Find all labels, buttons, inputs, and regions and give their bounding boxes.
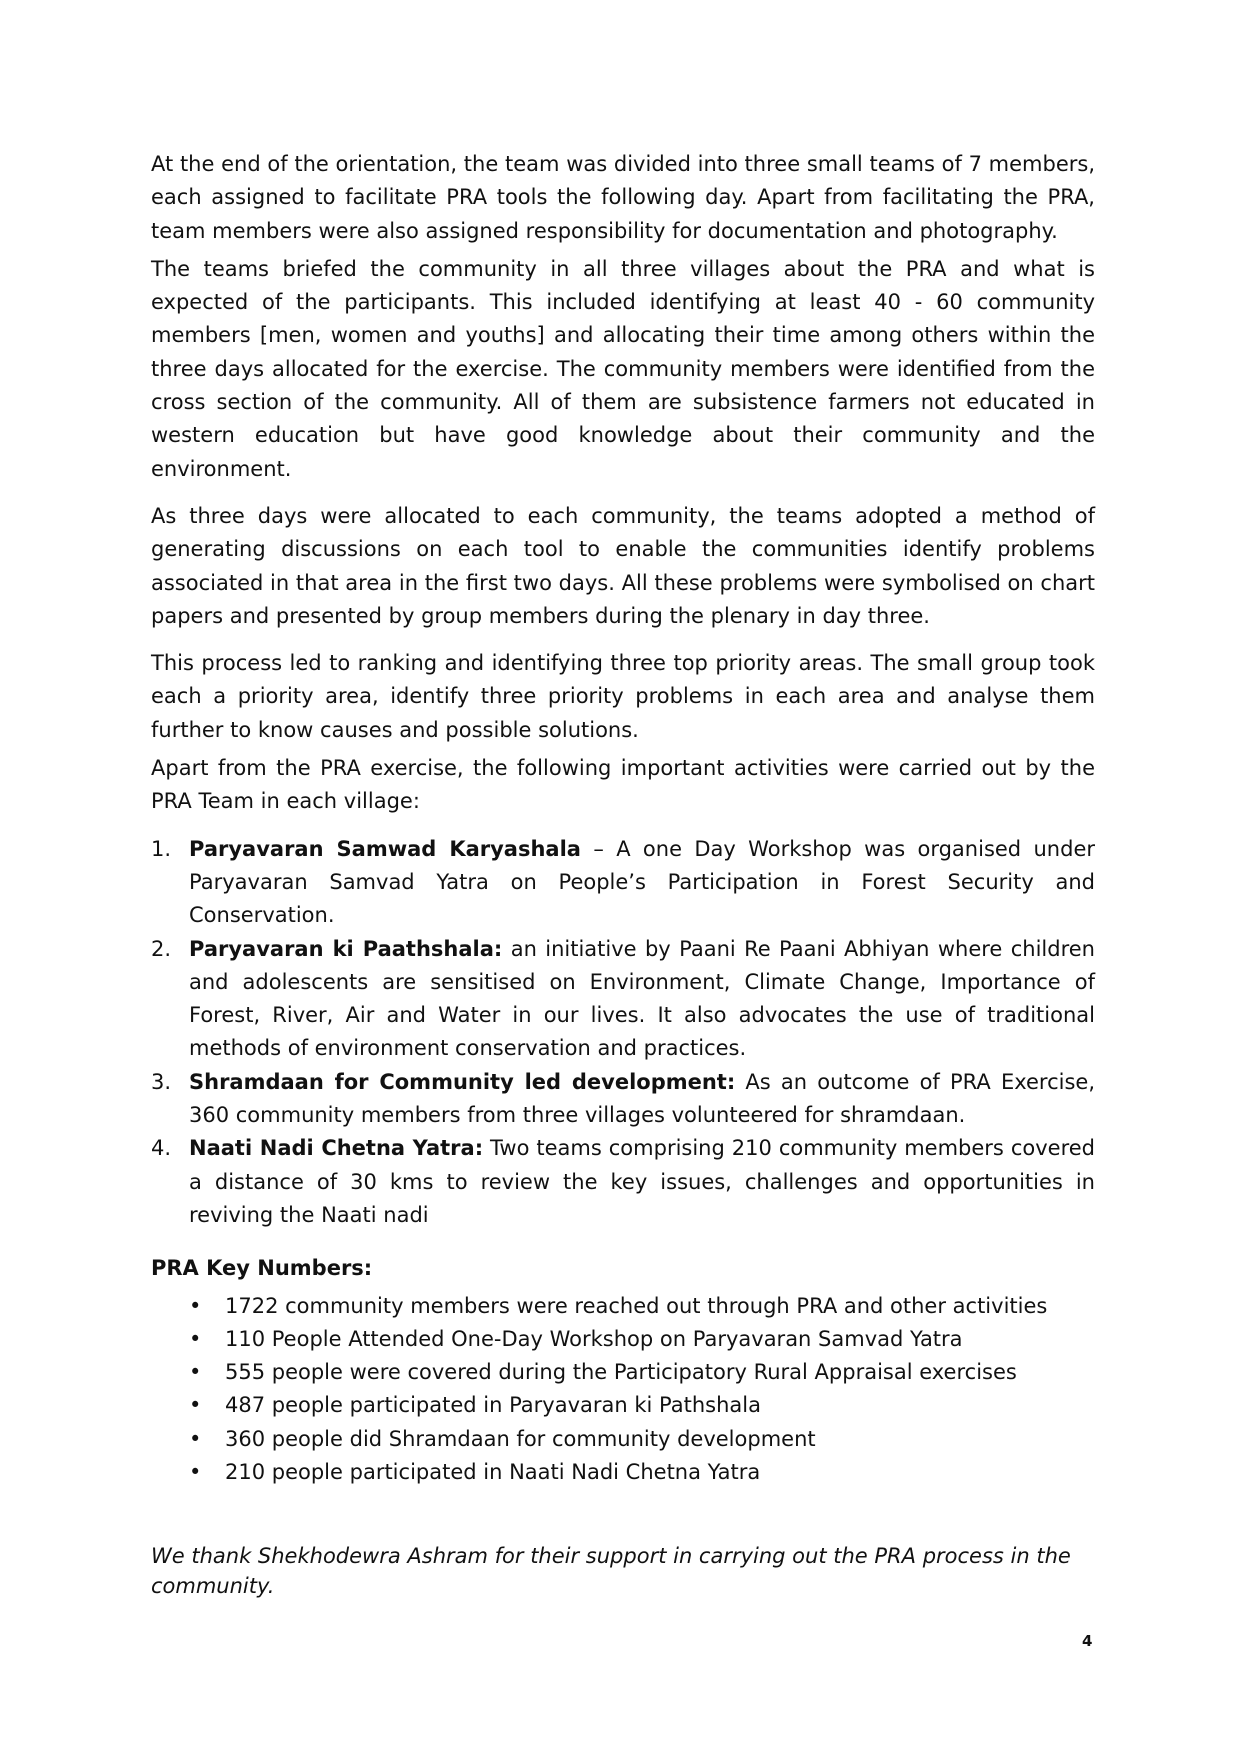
key-number-text: 487 people participated in Paryavaran ki Pathshala [225, 1393, 762, 1418]
activity-text: As an outcome of PRA Exercise, 360 community members from three villages volunteered for shramdaan. [189, 1069, 1095, 1128]
key-number-item [151, 1456, 1095, 1489]
key-number-item [151, 1389, 1095, 1422]
activity-title: Paryavaran Samwad Karyashala [189, 836, 581, 861]
paragraph-briefing: The teams briefed the community in all three villages about the PRA and what is expected of the participants. This included identifying at least 40 - 60 community members [men, women and youths] and allocating their time among others within the three days allocated for the exercise. The community members were identified from the cross section of the community. All of them are subsistence farmers not educated in western education but have good knowledge about their community and the environment. [151, 256, 1095, 481]
key-number-item [151, 1323, 1095, 1356]
key-number-item [151, 1290, 1095, 1323]
bullet-icon: • [189, 1426, 202, 1451]
bullet-icon: • [189, 1326, 202, 1351]
paragraph-method: As three days were allocated to each community, the teams adopted a method of generating discussions on each tool to enable the communities identify problems associated in that area in the first two days. All these problems were symbolised on chart papers and presented by group members during the plenary in day three. [151, 503, 1095, 628]
activity-item [151, 833, 1095, 933]
key-number-item [151, 1423, 1095, 1456]
acknowledgement-text: We thank Shekhodewra Ashram for their support in carrying out the PRA process in the community. [151, 1544, 1071, 1599]
activities-list [151, 833, 1095, 1233]
paragraph-ranking: This process led to ranking and identifying three top priority areas. The small group took each a priority area, identify three priority problems in each area and analyse them further to know causes and possible solutions. [151, 651, 1095, 742]
activity-number: 4. [151, 1136, 172, 1161]
key-number-text: 110 People Attended One-Day Workshop on Paryavaran Samvad Yatra [225, 1326, 963, 1351]
activity-title: Paryavaran ki Paathshala: [189, 936, 503, 961]
key-numbers-heading: PRA Key Numbers: [151, 1256, 373, 1281]
activity-number: 1. [151, 836, 172, 861]
activity-title: Naati Nadi Chetna Yatra: [189, 1136, 484, 1161]
key-numbers-list [151, 1290, 1095, 1490]
paragraph-orientation: At the end of the orientation, the team was divided into three small teams of 7 members, each assigned to facilitate PRA tools the following day. Apart from facilitating the PRA, team members were also assigned responsibility for documentation and photography. [151, 152, 1095, 243]
activity-title: Shramdaan for Community led development: [189, 1069, 736, 1094]
activity-number: 2. [151, 936, 172, 961]
key-number-text: 210 people participated in Naati Nadi Chetna Yatra [225, 1459, 761, 1484]
key-number-item [151, 1356, 1095, 1389]
activity-item [151, 933, 1095, 1066]
key-number-text: 555 people were covered during the Participatory Rural Appraisal exercises [225, 1360, 1017, 1385]
activity-number: 3. [151, 1069, 172, 1094]
key-number-text: 1722 community members were reached out through PRA and other activities [225, 1293, 1048, 1318]
activity-item [151, 1066, 1095, 1133]
bullet-icon: • [189, 1393, 202, 1418]
bullet-icon: • [189, 1360, 202, 1385]
bullet-icon: • [189, 1293, 202, 1318]
key-number-text: 360 people did Shramdaan for community development [225, 1426, 816, 1451]
activity-text: Two teams comprising 210 community members covered a distance of 30 kms to review the key issues, challenges and opportunities in reviving the Naati nadi [189, 1136, 1095, 1227]
activity-item [151, 1132, 1095, 1232]
activity-text: – A one Day Workshop was organised under Paryavaran Samvad Yatra on People’s Participation in Forest Security and Conservation. [189, 836, 1095, 928]
page-number: 4 [1082, 1632, 1093, 1650]
page-content [151, 148, 1095, 1601]
activity-text: an initiative by Paani Re Paani Abhiyan where children and adolescents are sensitised on Environment, Climate Change, Importance of Forest, River, Air and Water in our lives. It also advocates the use of traditional methods of environment conservation and practices. [189, 936, 1095, 1061]
paragraph-activities-intro: Apart from the PRA exercise, the following important activities were carried out by the PRA Team in each village: [151, 756, 1095, 814]
bullet-icon: • [189, 1459, 202, 1484]
